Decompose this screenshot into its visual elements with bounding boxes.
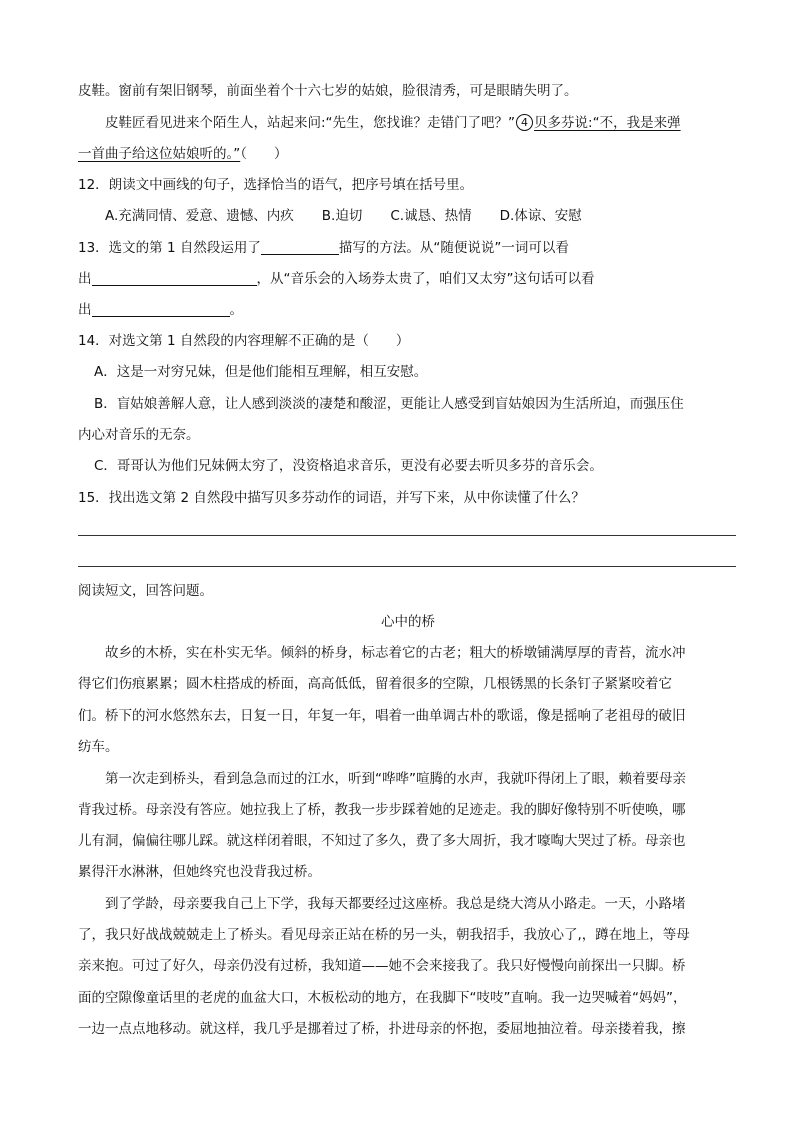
question-13-stem [78, 237, 738, 259]
paragraph-3-line-4: 面的空隙像童话里的老虎的血盆大口，木板松动的地方，在我脚下“吱吱”直响。我一边哭喊着“妈妈”， [78, 990, 687, 1006]
paragraph-1-line-4: 纺车。 [78, 739, 119, 755]
paragraph-3-line-3: 亲来抱。可过了好久，母亲仍没有过桥，我知道——她不会来接我了。我只好慢慢向前探出一只脚。桥 [78, 958, 686, 974]
q13-line3-post: 。 [229, 302, 243, 318]
q13-line2-post: ，从“音乐会的入场券太贵了，咱们又太穷”这句话可以看 [256, 271, 595, 287]
question-12-stem: 12．朗读文中画线的句子，选择恰当的语气，把序号填在括号里。 [78, 177, 474, 193]
q14-option-b-line-2: 内心对音乐的无奈。 [78, 427, 200, 443]
q13-stem-pre: 13．选文的第 1 自然段运用了 [78, 240, 261, 256]
paragraph-3-line-2: 了，我只好战战兢兢走上了桥头。看见母亲正站在桥的另一头，朝我招手，我放心了,，蹲在地上，等母 [78, 927, 690, 943]
q14-option-c[interactable]: C．哥哥认为他们兄妹俩太穷了，没资格追求音乐，更没有必要去听贝多芬的音乐会。 [94, 458, 603, 474]
q13-line2-pre: 出 [78, 271, 92, 287]
q14-option-b-line-1[interactable]: B．盲姑娘善解人意，让人感到淡淡的凄楚和酸涩，更能让人感受到盲姑娘因为生活所迫，而强压住 [94, 396, 684, 412]
reading-instruction: 阅读短文，回答问题。 [78, 583, 213, 599]
paragraph-3-line-5: 一边一点点地移动。就这样，我几乎是挪着过了桥，扑进母亲的怀抱，委屈地抽泣着。母亲搂着我，擦 [78, 1021, 686, 1037]
q12-option-a[interactable]: A.充满同情、爱意、遗憾、内疚 [105, 208, 294, 224]
passage-a-line-2 [105, 112, 765, 134]
q12-option-b[interactable]: B.迫切 [321, 208, 363, 224]
q13-blank-3[interactable] [92, 302, 230, 317]
paragraph-1-line-3: 们。桥下的河水悠然东去，日复一日，年复一年，唱着一曲单调古朴的歌谣，像是摇响了老祖母的破旧 [78, 708, 686, 724]
paragraph-1-line-2: 得它们伤痕累累；圆木柱搭成的桥面，高高低低，留着很多的空隙，几根锈黑的长条钉子紧紧咬着它 [78, 676, 672, 692]
paragraph-2-line-1: 第一次走到桥头，看到急急而过的江水，听到“哗哗”喧腾的水声，我就吓得闭上了眼，赖着要母亲 [105, 771, 686, 787]
circle-number-marker: 4 [516, 114, 533, 131]
question-15-stem: 15．找出选文第 2 自然段中描写贝多芬动作的词语，并写下来，从中你读懂了什么？ [78, 490, 585, 506]
answer-parentheses[interactable]: （ ） [240, 146, 288, 162]
paragraph-1-line-1: 故乡的木桥，实在朴实无华。倾斜的桥身，标志着它的古老；粗大的桥墩铺满厚厚的青苔，流水冲 [105, 645, 686, 661]
q13-line3-pre: 出 [78, 302, 92, 318]
passage-a-line-1: 皮鞋。窗前有架旧钢琴，前面坐着个十六七岁的姑娘，脸很清秀，可是眼睛失明了。 [78, 83, 578, 99]
q14-option-a[interactable]: A．这是一对穷兄妹，但是他们能相互理解，相互安慰。 [94, 364, 428, 380]
passage-a-line-3 [78, 143, 738, 165]
passage-a-line-2-text: 皮鞋匠看见进来个陌生人，站起来问:“先生，您找谁？走错门了吧？” [105, 115, 516, 131]
q13-stem-post: 描写的方法。从“随便说说”一词可以看 [338, 240, 569, 256]
q12-option-c[interactable]: C.诚恳、热情 [390, 208, 472, 224]
paragraph-2-line-4: 累得汗水淋淋，但她终究也没背我过桥。 [78, 864, 321, 880]
question-12-options [105, 205, 765, 227]
article-title: 心中的桥 [381, 614, 435, 630]
answer-line-2[interactable] [78, 566, 736, 567]
question-13-line-3 [78, 299, 738, 321]
paragraph-3-line-1: 到了学龄，母亲要我自己上下学，我每天都要经过这座桥。我总是绕大湾从小路走。一天，小路堵 [105, 896, 686, 912]
question-14-stem: 14．对选文第 1 自然段的内容理解不正确的是（ ） [78, 333, 410, 349]
answer-line-1[interactable] [78, 535, 736, 536]
underlined-sentence-part-1: 贝多芬说:“不，我是来弹 [534, 115, 681, 131]
paragraph-2-line-3: 儿有洞，偏偏往哪儿踩。就这样闭着眼，不知过了多久，费了多大周折，我才嚎啕大哭过了桥。母亲也 [78, 833, 686, 849]
q12-option-d[interactable]: D.体谅、安慰 [499, 208, 582, 224]
paragraph-2-line-2: 背我过桥。母亲没有答应。她拉我上了桥，教我一步步踩着她的足迹走。我的脚好像特别不听使唤，哪 [78, 802, 686, 818]
q13-blank-1[interactable] [261, 240, 339, 255]
underlined-sentence-part-2: 一首曲子给这位姑娘听的。” [78, 146, 241, 162]
q13-blank-2[interactable] [92, 271, 257, 286]
question-13-line-2 [78, 268, 738, 290]
